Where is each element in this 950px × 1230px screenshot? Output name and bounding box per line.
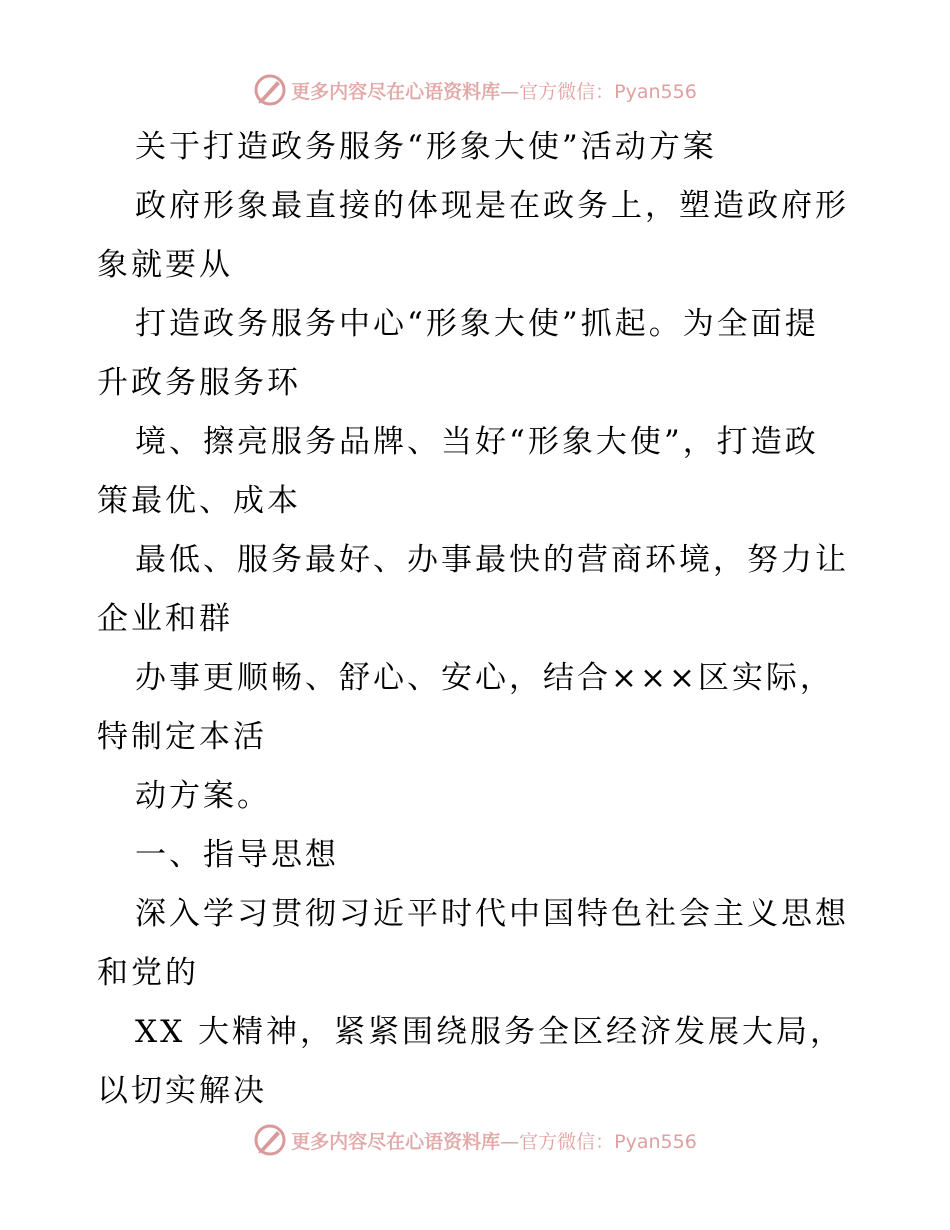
banner-contact: 官方微信：Pyan556 bbox=[519, 80, 697, 103]
document-line: 关于打造政务服务“形象大使”活动方案 bbox=[135, 129, 717, 165]
document-line: 升政务服务环 bbox=[97, 365, 301, 401]
document-line: 政府形象最直接的体现是在政务上，塑造政府形 bbox=[135, 188, 849, 224]
footer-watermark-banner bbox=[0, 1120, 950, 1160]
document-line: 策最优、成本 bbox=[97, 483, 301, 519]
document-body bbox=[97, 118, 857, 1121]
banner-brand: 更多内容尽在心语资料库 bbox=[291, 1130, 501, 1153]
quill-pen-logo-icon bbox=[253, 1123, 287, 1157]
document-line: 最低、服务最好、办事最快的营商环境，努力让 bbox=[135, 542, 849, 578]
banner-separator: — bbox=[500, 1130, 520, 1153]
document-line: 深入学习贯彻习近平时代中国特色社会主义思想 bbox=[135, 896, 849, 932]
document-line: 境、擦亮服务品牌、当好“形象大使”，打造政 bbox=[135, 424, 819, 460]
document-line: 象就要从 bbox=[97, 247, 233, 283]
banner-separator: — bbox=[500, 80, 520, 103]
document-line: 企业和群 bbox=[97, 601, 233, 637]
banner-contact: 官方微信：Pyan556 bbox=[519, 1130, 697, 1153]
document-line: 特制定本活 bbox=[97, 719, 267, 755]
document-line: 打造政务服务中心“形象大使”抓起。为全面提 bbox=[135, 306, 819, 342]
header-watermark-banner bbox=[0, 70, 950, 110]
document-line: XX 大精神，紧紧围绕服务全区经济发展大局， bbox=[135, 1014, 844, 1050]
quill-pen-logo-icon bbox=[253, 73, 287, 107]
banner-brand: 更多内容尽在心语资料库 bbox=[291, 80, 501, 103]
document-line: 一、指导思想 bbox=[135, 837, 339, 873]
document-line: 和党的 bbox=[97, 955, 199, 991]
document-line: 以切实解决 bbox=[97, 1073, 267, 1109]
document-line: 动方案。 bbox=[135, 778, 271, 814]
document-line: 办事更顺畅、舒心、安心，结合×××区实际， bbox=[135, 660, 834, 696]
